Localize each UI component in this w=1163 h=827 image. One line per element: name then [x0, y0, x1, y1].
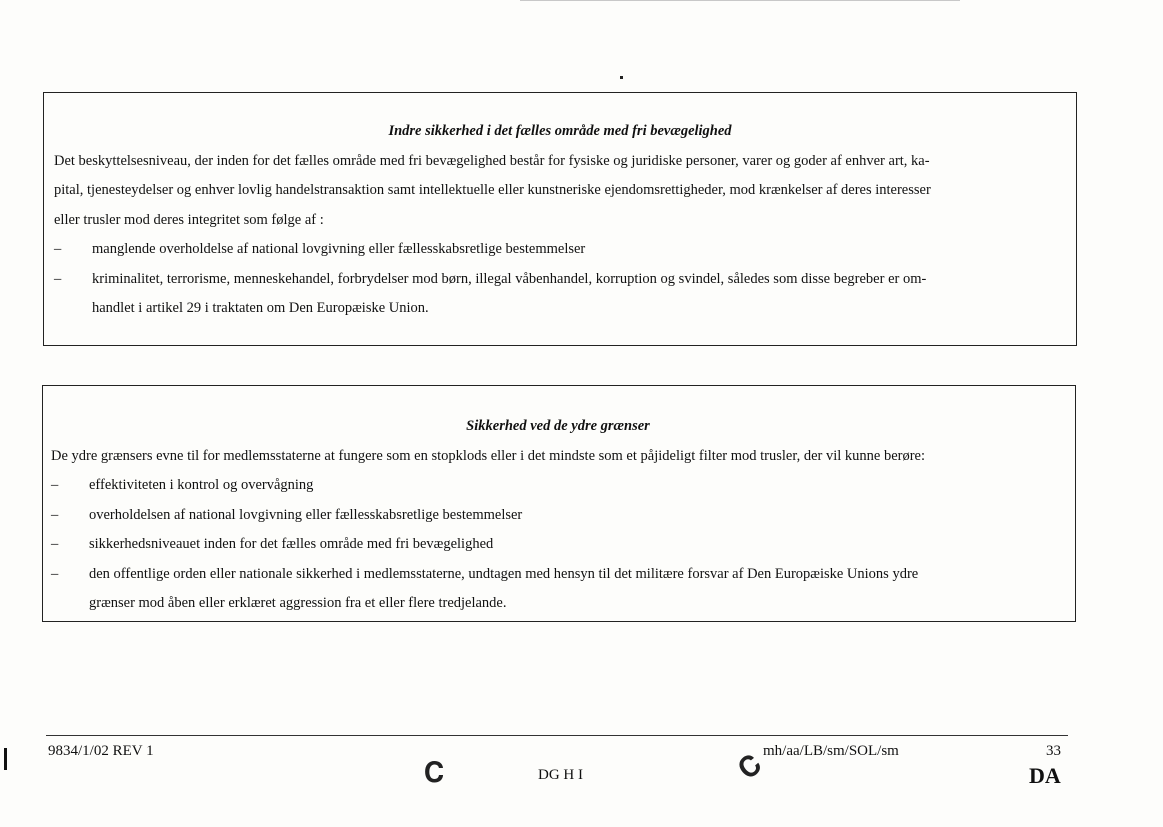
- item-line: sikkerhedsniveauet inden for det fælles område med fri bevægelighed: [89, 536, 494, 552]
- item-line: handlet i artikel 29 i traktaten om Den Europæiske Union.: [92, 300, 429, 316]
- list-dash: –: [51, 506, 59, 523]
- scan-c-mark-left: 𝐂: [424, 756, 445, 789]
- threat-list: [54, 235, 1066, 324]
- list-item: [54, 265, 1066, 324]
- item-line: den offentlige orden eller nationale sikkerhed i medlemsstaterne, undtagen med hensyn til det militære forsvar af Den Europæiske Unions ydre: [89, 565, 919, 582]
- item-line: grænser mod åben eller erklæret aggression fra et eller flere tredjelande.: [89, 595, 507, 611]
- box-intro: [54, 147, 1066, 236]
- list-item: [51, 471, 1065, 501]
- intro-line: pital, tjenesteydelser og enhver lovlig handelstransaktion samt intellektuelle eller kunstneriske ejendomsrettigheder, mod krænkelser af deres interesser: [54, 182, 931, 198]
- list-dash: –: [51, 565, 59, 582]
- list-item: [54, 235, 1066, 265]
- item-line: manglende overholdelse af national lovgivning eller fællesskabsretlige bestemmelser: [92, 241, 586, 257]
- internal-security-box: [43, 92, 1077, 346]
- page-number: 33: [1046, 743, 1061, 759]
- doc-reference: 9834/1/02 REV 1: [48, 743, 154, 759]
- box-heading: Indre sikkerhed i det fælles område med fri bevægelighed: [388, 123, 732, 139]
- item-line: overholdelsen af national lovgivning eller fællesskabsretlige bestemmelser: [89, 506, 523, 523]
- list-dash: –: [51, 477, 59, 493]
- intro-line: Det beskyttelsesniveau, der inden for det fælles område med fri bevægelighed består for fysiske og juridiske personer, varer og goder af enhver art, ka-: [54, 152, 930, 169]
- list-dash: –: [51, 536, 59, 552]
- scan-c-mark-right: 𝐂: [731, 747, 769, 786]
- threat-list: [51, 471, 1065, 619]
- initials: mh/aa/LB/sm/SOL/sm: [763, 743, 899, 759]
- intro-line: eller trusler mod deres integritet som følge af :: [54, 211, 324, 228]
- dg-label: DG H I: [538, 767, 583, 783]
- item-line: kriminalitet, terrorisme, menneskehandel, forbrydelser mod børn, illegal våbenhandel, korruption og svindel, således som disse begreber er om-: [92, 270, 927, 287]
- list-dash: –: [54, 241, 62, 257]
- box-heading: Sikkerhed ved de ydre grænser: [466, 418, 650, 434]
- external-borders-box: [42, 385, 1076, 622]
- list-item: [51, 530, 1065, 560]
- footer-rule: [46, 735, 1068, 736]
- list-dash: –: [54, 270, 62, 287]
- language-code: DA: [1029, 763, 1061, 788]
- list-item: [51, 560, 1065, 619]
- scan-dot: [620, 76, 623, 79]
- box-intro: [51, 442, 1065, 472]
- scan-artifact-top: [520, 0, 960, 1]
- scan-edge-mark: [4, 748, 7, 770]
- intro-line: De ydre grænsers evne til for medlemsstaterne at fungere som en stopklods eller i det mindste som et påjideligt filter mod trusler, der vil kunne berøre:: [51, 447, 926, 464]
- item-line: effektiviteten i kontrol og overvågning: [89, 477, 314, 493]
- list-item: [51, 501, 1065, 531]
